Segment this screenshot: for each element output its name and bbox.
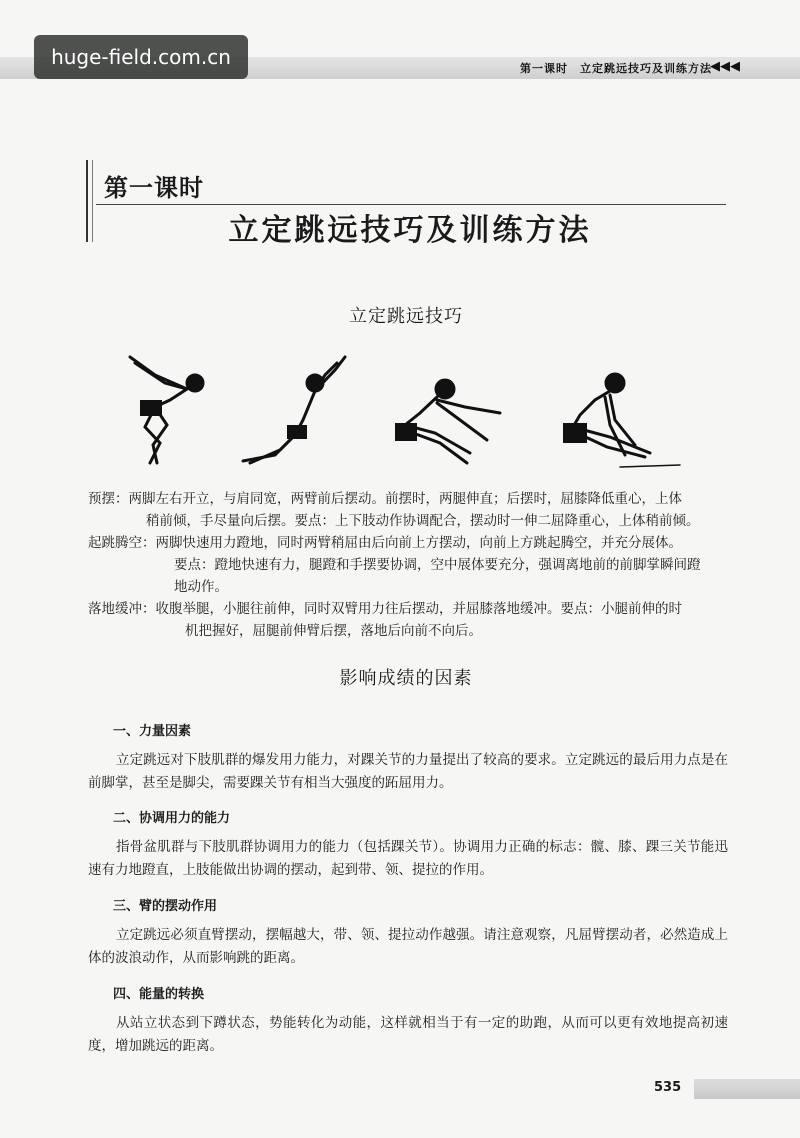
jump-sequence-figures: [115, 345, 695, 480]
technique-text-line: 预摆：两脚左右开立，与肩同宽，两臂前后摆动。前摆时，两腿伸直；后摆时，屈膝降低重心，上体: [88, 491, 682, 507]
factor-paragraph: 从站立状态到下蹲状态，势能转化为动能，这样就相当于有一定的助跑，从而可以更有效地提高初速度，增加跳远的距离。: [88, 1015, 728, 1054]
technique-text-line: 起跳腾空：两脚快速用力蹬地，同时两臂稍屈由后向前上方摆动，向前上方跳起腾空，并充分展体。: [88, 535, 682, 551]
factor-heading: 三、臂的摆动作用: [113, 899, 218, 914]
technique-text-line: 机把握好，屈腿前伸臂后摆，落地后向前不向后。: [185, 623, 482, 639]
factor-paragraph: 立定跳远对下肢肌群的爆发用力能力，对踝关节的力量提出了较高的要求。立定跳远的最后用力点是在前脚掌，甚至是脚尖，需要踝关节有相当大强度的跖屈用力。: [88, 752, 728, 791]
technique-item-preswing: [88, 488, 738, 532]
factor-heading: 二、协调用力的能力: [113, 811, 231, 826]
factor-heading: 四、能量的转换: [113, 987, 205, 1002]
page-title: 立定跳远技巧及训练方法: [228, 213, 592, 248]
preswing-figure-icon: [130, 357, 203, 463]
technique-text-line: 地动作。: [174, 579, 228, 595]
section-title-factors: 影响成绩的因素: [339, 668, 473, 689]
technique-text-line: 稍前倾，手尽量向后摆。要点：上下肢动作协调配合，摆动时一伸二屈降重心，上体稍前倾。: [146, 513, 700, 529]
factor-heading: 一、力量因素: [113, 724, 192, 739]
technique-text-line: 落地缓冲：收腹举腿，小腿往前伸，同时双臂用力往后摆动，并屈膝落地缓冲。要点：小腿前伸的时: [88, 601, 682, 617]
takeoff-figure-icon: [243, 357, 345, 463]
technique-item-landing: [88, 598, 738, 642]
lesson-label: 第一课时: [104, 174, 204, 202]
technique-text-line: 要点：蹬地快速有力，腿蹬和手摆要协调，空中展体要充分，强调离地前的前脚掌瞬间蹬: [174, 557, 701, 573]
flight-figure-icon: [395, 380, 500, 463]
section-title-technique: 立定跳远技巧: [349, 306, 463, 327]
page-number-band: [694, 1079, 800, 1099]
running-header-title: 第一课时 立定跳远技巧及训练方法: [520, 62, 712, 75]
header-arrow-icon: ◀◀◀: [710, 59, 740, 74]
factor-paragraph: 立定跳远必须直臂摆动，摆幅越大，带、领、提拉动作越强。请注意观察，凡屈臂摆动者，必然造成上体的波浪动作，从而影响跳的距离。: [88, 927, 728, 966]
page-number: 535: [654, 1080, 682, 1095]
landing-figure-icon: [563, 374, 680, 467]
technique-item-takeoff: [88, 532, 738, 598]
watermark: huge-field.com.cn: [34, 35, 248, 79]
factor-paragraph: 指骨盆肌群与下肢肌群协调用力的能力（包括踝关节）。协调用力正确的标志：髋、膝、踝三关节能迅速有力地蹬直，上肢能做出协调的摆动，起到带、领、提拉的作用。: [88, 839, 728, 878]
